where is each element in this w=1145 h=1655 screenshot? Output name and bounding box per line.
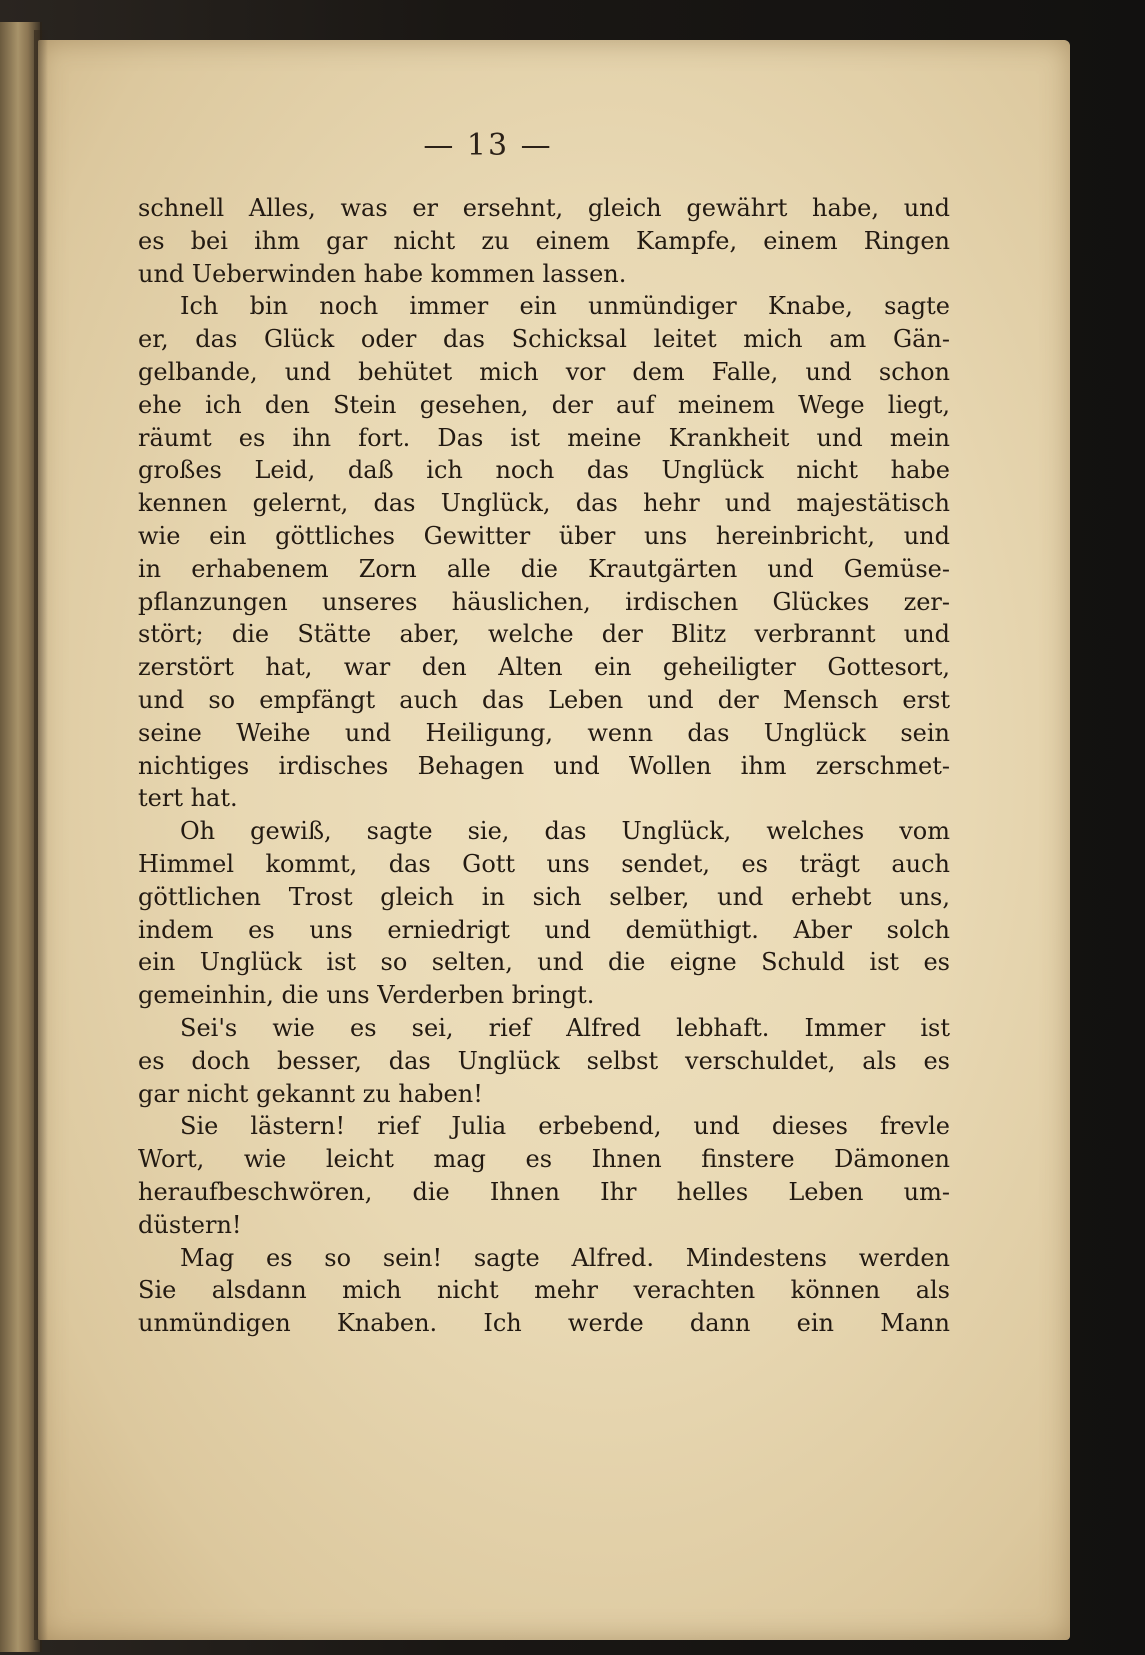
- book-page: [38, 40, 1070, 1640]
- text-line: schnell Alles, was er ersehnt, gleich gewährt habe, und: [138, 194, 950, 222]
- text-line: Mag es so sein! sagte Alfred. Mindestens werden: [180, 1243, 950, 1272]
- text-line: düstern!: [138, 1210, 242, 1239]
- text-line: Himmel kommt, das Gott uns sendet, es trägt auch: [138, 849, 950, 878]
- text-line: in erhabenem Zorn alle die Krautgärten und Gemüse-: [138, 554, 950, 583]
- text-line: heraufbeschwören, die Ihnen Ihr helles Leben um-: [138, 1177, 950, 1206]
- text-line: pflanzungen unseres häuslichen, irdischen Glückes zer-: [138, 587, 950, 616]
- text-line: seine Weihe und Heiligung, wenn das Unglück sein: [138, 718, 950, 747]
- text-line: und Ueberwinden habe kommen lassen.: [138, 259, 627, 288]
- text-line: Ich bin noch immer ein unmündiger Knabe, sagte: [180, 292, 950, 321]
- text-line: ehe ich den Stein gesehen, der auf meinem Wege liegt,: [138, 390, 950, 419]
- text-line: ein Unglück ist so selten, und die eigne Schuld ist es: [138, 948, 950, 977]
- text-line: tert hat.: [138, 784, 238, 813]
- text-line: großes Leid, daß ich noch das Unglück nicht habe: [138, 456, 950, 485]
- text-line: Wort, wie leicht mag es Ihnen finstere Dämonen: [138, 1145, 950, 1174]
- page-number: — 13 —: [423, 128, 553, 163]
- text-line: es doch besser, das Unglück selbst verschuldet, als es: [138, 1046, 950, 1075]
- text-line: und so empfängt auch das Leben und der Mensch erst: [138, 685, 950, 714]
- text-line: stört; die Stätte aber, welche der Blitz verbrannt und: [138, 620, 950, 649]
- page-text: [138, 192, 950, 1340]
- text-line: zerstört hat, war den Alten ein geheiligter Gottesort,: [138, 653, 950, 682]
- text-line: indem es uns erniedrigt und demüthigt. Aber solch: [138, 915, 950, 944]
- text-line: es bei ihm gar nicht zu einem Kampfe, einem Ringen: [138, 226, 950, 255]
- text-line: wie ein göttliches Gewitter über uns hereinbricht, und: [138, 521, 950, 550]
- text-line: gelbande, und behütet mich vor dem Falle, und schon: [138, 357, 950, 386]
- text-line: nichtiges irdisches Behagen und Wollen ihm zerschmet-: [138, 751, 950, 780]
- text-line: Oh gewiß, sagte sie, das Unglück, welches vom: [180, 817, 950, 846]
- text-line: gemeinhin, die uns Verderben bringt.: [138, 981, 595, 1010]
- text-line: räumt es ihn fort. Das ist meine Krankheit und mein: [138, 423, 950, 452]
- text-line: er, das Glück oder das Schicksal leitet mich am Gän-: [138, 325, 950, 354]
- text-line: göttlichen Trost gleich in sich selber, und erhebt uns,: [138, 882, 950, 911]
- text-line: Sei's wie es sei, rief Alfred lebhaft. Immer ist: [180, 1013, 950, 1042]
- text-line: gar nicht gekannt zu haben!: [138, 1079, 483, 1108]
- text-line: Sie lästern! rief Julia erbebend, und dieses frevle: [180, 1112, 950, 1141]
- text-line: kennen gelernt, das Unglück, das hehr und majestätisch: [138, 489, 950, 518]
- text-line: Sie alsdann mich nicht mehr verachten können als: [138, 1276, 950, 1305]
- spine-shadow: [34, 30, 48, 1640]
- text-line: unmündigen Knaben. Ich werde dann ein Mann: [138, 1309, 950, 1338]
